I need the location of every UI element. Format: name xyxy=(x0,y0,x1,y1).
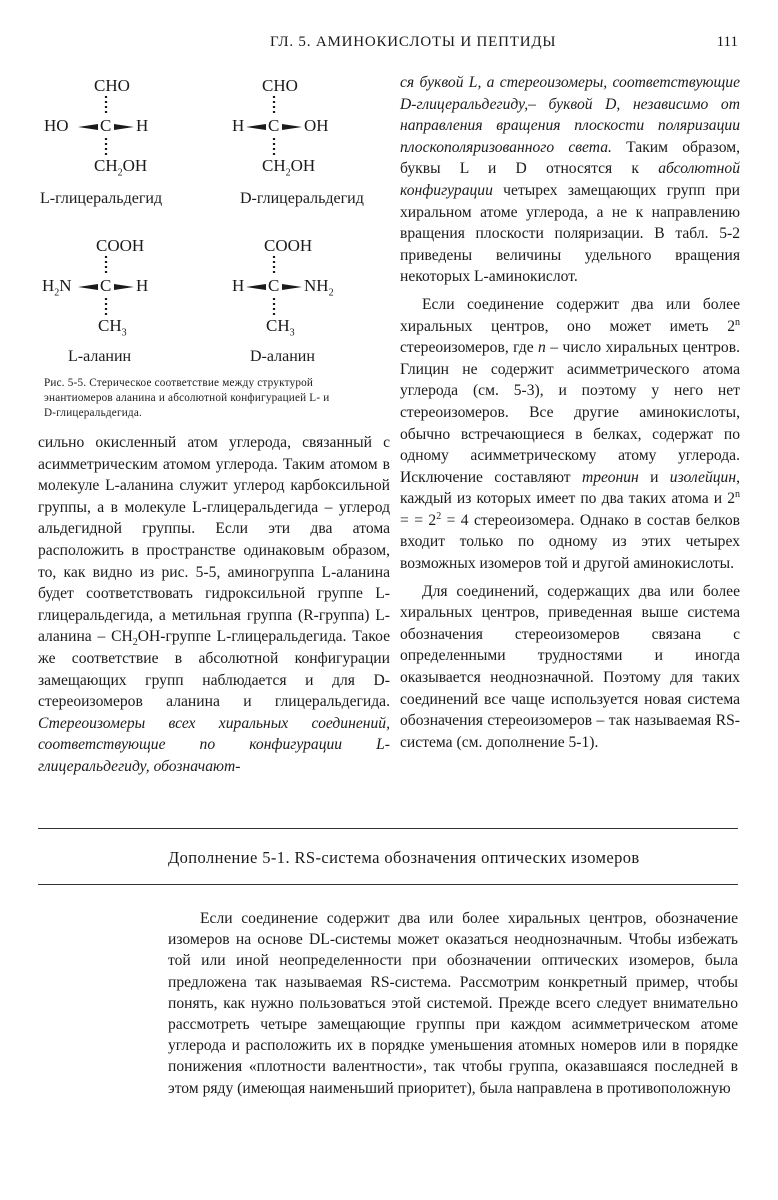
divider xyxy=(38,884,738,885)
top-group: COOH xyxy=(96,236,145,255)
molecule-name: L-глицеральдегид xyxy=(40,190,163,207)
left-group: H xyxy=(232,116,245,135)
top-group: CHO xyxy=(262,76,298,95)
center-atom: C xyxy=(268,276,280,295)
chapter-title: ГЛ. 5. АМИНОКИСЛОТЫ И ПЕПТИДЫ xyxy=(270,34,557,50)
right-column xyxy=(400,72,740,753)
right-group: H xyxy=(136,116,149,135)
molecule-l-glyceraldehyde xyxy=(38,72,208,207)
paragraph: Если соединение содержит два или более хиральных центров, оно может иметь 2$^n$ стереоизомеров, где n – число хиральных центров. Глицин не содержит асимметрического атома углерода (см. 5-3), и поэтому у него нет стереоизомеров. Все другие аминокислоты, обычно встречающиеся в белках, содержат по одному асимметрическому атому углерода. Исключение составляют треонин и изолейцин, каждый из которых имеет по два таких атома и $2^n$ = = $2^2 = 4$ стереоизомера. Однако в состав белков входит только по одному из этих четырех возможных изомеров той и другой аминокислоты. xyxy=(400,295,741,573)
right-group: OH xyxy=(304,116,329,135)
bottom-group: $CH_3$ xyxy=(266,316,295,339)
center-atom: C xyxy=(100,116,112,135)
left-group: H xyxy=(232,276,245,295)
left-column xyxy=(38,432,390,778)
bottom-group: $CH_2OH$ xyxy=(94,156,148,179)
divider xyxy=(38,828,738,829)
center-atom: C xyxy=(268,116,280,135)
paragraph: Если соединение содержит два или более хиральных центров, обозначение изомеров на основе DL-системы может оказаться неоднозначным. Чтобы избежать той или иной неопределенности при обозначении оптических изомеров, была предложена так называемая RS-система. Рассмотрим конкретный пример, чтобы понять, как нужно пользоваться этой системой. Прежде всего следует внимательно рассмотреть четыре замещающие группы при каждом асимметрическом атоме углерода и расположить их в порядке уменьшения атомных номеров или в порядке понижения «плотности валентности», так чтобы группа, оказавшаяся последней в этом ряду (имеющая наименьший приоритет), была направлена в противоположную xyxy=(168,910,738,1097)
left-group: HO xyxy=(44,116,69,135)
molecule-l-alanine xyxy=(38,232,208,365)
supplement-title: Дополнение 5-1. RS-система обозначения оптических изомеров xyxy=(168,848,640,867)
left-group: $H_2N$ xyxy=(42,276,72,299)
paragraph: сильно окисленный атом углерода, связанный с асимметрическим атомом углерода. Таким атомом в молекуле L-аланина служит углерод карбоксильной группы, а в молекуле L-глицеральдегида – углерод альдегидной группы. Если эти два атома расположить в пространстве одинаковым образом, то, как видно из рис. 5-5, аминогруппа L-аланина будет соответствовать гидроксильной группе L-глицеральдегида, а метильная группа (R-группа) L-аланина – $CH_2OH$-группе L-глицеральдегида. Такое же соответствие в абсолютной конфигурации замещающих групп наблюдается и для D-стереоизомеров аланина и глицеральдегида. Стереоизомеры всех хиральных соединений, соответствующие по конфигурации L-глицеральдегиду, обозначают- xyxy=(38,434,390,775)
molecule-name: D-глицеральдегид xyxy=(240,190,364,207)
page-number: 111 xyxy=(716,34,738,50)
molecule-name: L-аланин xyxy=(68,348,132,365)
center-atom: C xyxy=(100,276,112,295)
top-group: CHO xyxy=(94,76,130,95)
molecule-d-alanine xyxy=(226,232,396,365)
bottom-group: $CH_2OH$ xyxy=(262,156,316,179)
bottom-group: $CH_3$ xyxy=(98,316,127,339)
top-group: COOH xyxy=(264,236,313,255)
supplement-body xyxy=(168,908,738,1099)
molecule-name: D-аланин xyxy=(250,348,315,365)
paragraph: ся буквой L, а стереоизомеры, соответствующие D-глицеральдегиду,– буквой D, независимо от направления вращения плоскости поляризации плоскополяризованного света. Таким образом, буквы L и D относятся к абсолютной конфигурации четырех замещающих групп при хиральном атоме углерода, а не к направлению вращения плоскости поляризации. В табл. 5-2 приведены величины удельного вращения некоторых L-аминокислот. xyxy=(400,74,740,286)
right-group: H xyxy=(136,276,149,295)
paragraph: Для соединений, содержащих два или более хиральных центров, приведенная выше система обозначения стереоизомеров связана с определенными трудностями и иногда оказывается неоднозначной. Поэтому для таких соединений все чаще используется новая система обозначения стереоизомеров – так называемая RS-система (см. дополнение 5-1). xyxy=(400,582,740,751)
right-group: $NH_2$ xyxy=(304,276,334,299)
figure-caption: Рис. 5-5. Стерическое соответствие между структурой энантиомеров аланина и абсолютной конфигурацией L- и D-глицеральдегида. xyxy=(44,377,330,419)
molecule-d-glyceraldehyde xyxy=(226,72,396,207)
running-header xyxy=(40,32,738,56)
